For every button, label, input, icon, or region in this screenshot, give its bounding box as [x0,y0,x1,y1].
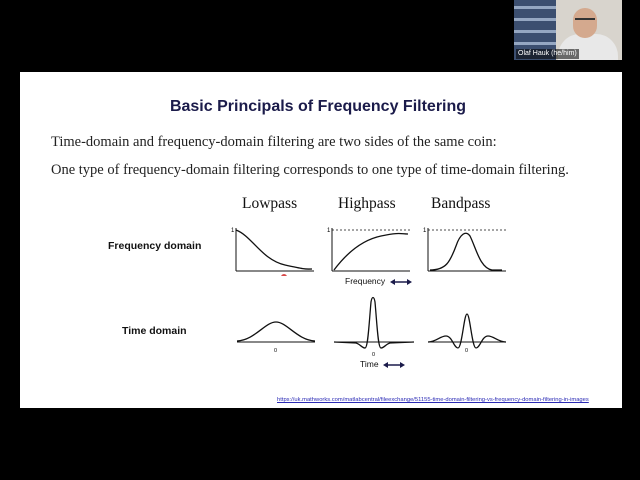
slide-text-line-1: Time-domain and frequency-domain filtering are two sides of the same coin: [51,134,497,150]
time-double-arrow-icon [383,361,405,369]
tick-one-label: 1 [327,228,331,234]
tick-one-label: 1 [423,228,427,234]
highpass-frequency-plot [326,224,416,276]
bandpass-frequency-plot [422,224,512,276]
tick-zero-label: 0 [372,352,376,358]
lowpass-frequency-plot [230,224,320,276]
tick-zero-label: 0 [465,348,469,354]
row-label-time-domain: Time domain [122,325,187,337]
participant-video-tile[interactable] [514,0,622,60]
slide-text-line-2: One type of frequency-domain filtering corresponds to one type of time-domain filtering. [51,162,569,178]
frequency-double-arrow-icon [390,278,412,286]
time-axis-label: Time [360,359,379,369]
lowpass-time-plot [235,304,317,354]
bandpass-time-plot [426,304,508,354]
column-header-bandpass: Bandpass [431,195,491,212]
frequency-axis-label: Frequency [345,276,386,286]
source-link[interactable]: https://uk.mathworks.com/matlabcentral/fileexchange/51155-time-domain-filtering-vs-frequency-domain-filtering-in-images [277,397,589,403]
row-label-frequency-domain: Frequency domain [108,240,202,252]
tick-zero-label: 0 [274,348,278,354]
highpass-time-plot [332,294,416,358]
slide-title: Basic Principals of Frequency Filtering [169,98,467,115]
presenter-pointer [281,274,287,276]
tick-one-label: 1 [231,228,235,234]
participant-glasses [575,18,595,24]
participant-name-label: Olaf Hauk (he/him) [518,50,577,57]
column-header-lowpass: Lowpass [242,195,298,212]
shared-slide [20,72,622,408]
column-header-highpass: Highpass [338,195,396,212]
